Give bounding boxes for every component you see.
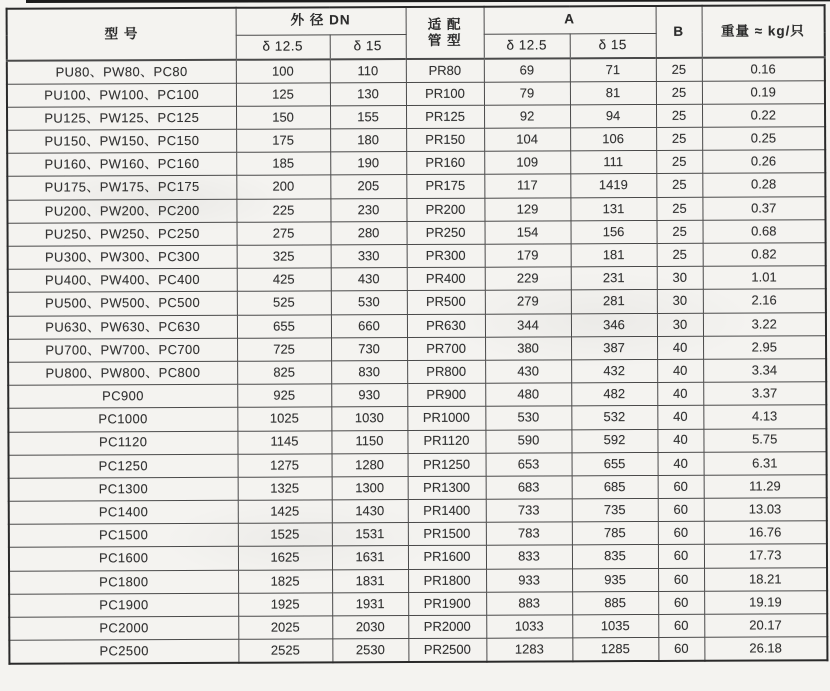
- cell-weight: 0.16: [702, 57, 825, 81]
- cell-dn_delta15: 205: [330, 175, 406, 199]
- cell-a_delta15: 1035: [572, 614, 658, 638]
- cell-a_delta125: 92: [484, 105, 570, 129]
- cell-model: PC2500: [9, 639, 238, 663]
- cell-a_delta125: 279: [485, 290, 571, 314]
- cell-pipe_type: PR1250: [408, 453, 486, 477]
- cell-a_delta125: 129: [484, 197, 570, 221]
- cell-a_delta15: 482: [571, 383, 657, 407]
- cell-b: 25: [656, 81, 702, 104]
- cell-b: 25: [657, 220, 703, 243]
- cell-dn_delta125: 150: [236, 106, 330, 130]
- cell-dn_delta15: 660: [331, 314, 407, 338]
- cell-pipe_type: PR1120: [407, 430, 485, 454]
- cell-dn_delta125: 525: [237, 291, 331, 315]
- cell-model: PC2000: [9, 616, 238, 640]
- cell-a_delta125: 154: [485, 221, 571, 245]
- cell-a_delta125: 653: [486, 453, 572, 477]
- cell-weight: 2.16: [703, 289, 826, 313]
- cell-dn_delta125: 175: [236, 129, 330, 153]
- cell-weight: 11.29: [704, 475, 827, 499]
- cell-b: 40: [657, 406, 703, 429]
- cell-model: PU150、PW150、PC150: [7, 129, 236, 153]
- cell-b: 60: [658, 637, 704, 660]
- cell-pipe_type: PR100: [406, 82, 484, 106]
- cell-a_delta125: 179: [485, 244, 571, 268]
- cell-b: 60: [658, 568, 704, 591]
- cell-a_delta15: 181: [571, 243, 657, 267]
- cell-a_delta15: 94: [570, 104, 656, 128]
- cell-a_delta125: 683: [486, 476, 572, 500]
- cell-a_delta15: 592: [571, 429, 657, 453]
- cell-dn_delta15: 1430: [332, 500, 408, 524]
- cell-dn_delta125: 225: [236, 199, 330, 223]
- cell-dn_delta125: 1325: [238, 477, 332, 501]
- cell-a_delta125: 79: [484, 82, 570, 106]
- cell-model: PC1800: [9, 570, 238, 594]
- cell-a_delta125: 530: [485, 406, 571, 430]
- cell-model: PU700、PW700、PC700: [8, 338, 237, 362]
- cell-model: PC1120: [8, 431, 237, 455]
- cell-dn_delta15: 1030: [331, 407, 407, 431]
- cell-model: PU175、PW175、PC175: [7, 176, 236, 200]
- cell-dn_delta15: 1531: [332, 523, 408, 547]
- cell-a_delta15: 71: [570, 58, 656, 82]
- cell-a_delta15: 346: [571, 313, 657, 337]
- cell-a_delta15: 111: [570, 151, 656, 175]
- cell-b: 40: [657, 336, 703, 359]
- cell-model: PU400、PW400、PC400: [8, 268, 237, 292]
- cell-pipe_type: PR200: [406, 198, 484, 222]
- cell-dn_delta125: 725: [237, 338, 331, 362]
- cell-b: 30: [657, 266, 703, 289]
- spec-table: [6, 4, 829, 664]
- cell-a_delta125: 104: [484, 128, 570, 152]
- header-pipe-type: [406, 7, 484, 59]
- table-row: [9, 637, 827, 664]
- cell-weight: 16.76: [704, 521, 827, 545]
- cell-b: 30: [657, 313, 703, 336]
- cell-b: 40: [658, 452, 704, 475]
- cell-dn_delta125: 1525: [238, 523, 332, 547]
- cell-dn_delta15: 1631: [332, 546, 408, 570]
- table-header: [7, 5, 825, 61]
- cell-a_delta125: 109: [484, 151, 570, 175]
- cell-dn_delta125: 1275: [238, 454, 332, 478]
- cell-model: PC1400: [9, 500, 238, 524]
- header-model: 型 号: [7, 8, 236, 61]
- cell-pipe_type: PR300: [407, 244, 485, 268]
- cell-b: 30: [657, 290, 703, 313]
- spec-table-container: [6, 4, 829, 664]
- cell-dn_delta15: 155: [330, 105, 406, 129]
- cell-weight: 0.68: [703, 220, 826, 244]
- cell-model: PU800、PW800、PC800: [8, 361, 237, 385]
- cell-a_delta15: 81: [570, 81, 656, 105]
- cell-b: 25: [656, 104, 702, 127]
- cell-dn_delta125: 925: [237, 384, 331, 408]
- cell-model: PU80、PW80、PC80: [7, 60, 236, 84]
- cell-b: 60: [658, 591, 704, 614]
- cell-dn_delta15: 1280: [332, 453, 408, 477]
- header-dn-delta-15: δ 15: [330, 34, 406, 59]
- cell-weight: 20.17: [704, 614, 827, 638]
- cell-model: PU250、PW250、PC250: [8, 222, 237, 246]
- cell-weight: 0.19: [702, 80, 825, 104]
- cell-pipe_type: PR1000: [407, 407, 485, 431]
- cell-weight: 0.82: [703, 243, 826, 267]
- cell-dn_delta15: 180: [330, 129, 406, 153]
- cell-dn_delta15: 280: [331, 221, 407, 245]
- scan-top-edge-artifact: [26, 0, 830, 3]
- cell-dn_delta15: 1831: [332, 569, 408, 593]
- cell-b: 60: [658, 545, 704, 568]
- cell-dn_delta125: 825: [237, 361, 331, 385]
- cell-weight: 26.18: [704, 637, 827, 661]
- header-pipe-type-line1: 适 配: [427, 16, 462, 32]
- cell-weight: 2.95: [703, 335, 826, 359]
- cell-model: PC900: [8, 384, 237, 408]
- cell-pipe_type: PR500: [407, 291, 485, 315]
- cell-model: PU160、PW160、PC160: [7, 153, 236, 177]
- cell-a_delta125: 883: [486, 592, 572, 616]
- cell-pipe_type: PR700: [407, 337, 485, 361]
- cell-b: 25: [657, 243, 703, 266]
- cell-a_delta125: 380: [485, 337, 571, 361]
- cell-pipe_type: PR175: [406, 175, 484, 199]
- cell-a_delta15: 885: [572, 591, 658, 615]
- cell-dn_delta125: 1825: [238, 569, 332, 593]
- header-weight: 重量 ≈ kg/只: [702, 5, 825, 58]
- header-pipe-type-line2: 管 型: [427, 32, 462, 48]
- cell-b: 25: [656, 197, 702, 220]
- cell-model: PU100、PW100、PC100: [7, 83, 236, 107]
- cell-dn_delta125: 1145: [237, 430, 331, 454]
- cell-a_delta125: 733: [486, 499, 572, 523]
- cell-dn_delta15: 130: [330, 82, 406, 106]
- cell-pipe_type: PR400: [407, 267, 485, 291]
- table-body: [7, 57, 828, 663]
- cell-a_delta15: 685: [572, 475, 658, 499]
- cell-dn_delta125: 275: [237, 222, 331, 246]
- cell-b: 60: [658, 522, 704, 545]
- header-dn-delta-12-5: δ 12.5: [236, 34, 330, 59]
- cell-a_delta125: 783: [486, 522, 572, 546]
- cell-dn_delta125: 425: [237, 268, 331, 292]
- cell-dn_delta125: 100: [236, 59, 330, 83]
- cell-dn_delta125: 200: [236, 175, 330, 199]
- cell-a_delta15: 835: [572, 545, 658, 569]
- cell-pipe_type: PR1800: [408, 569, 486, 593]
- cell-dn_delta15: 2030: [332, 616, 408, 640]
- cell-a_delta15: 532: [571, 406, 657, 430]
- cell-a_delta15: 156: [571, 220, 657, 244]
- cell-weight: 0.22: [702, 104, 825, 128]
- cell-a_delta15: 655: [572, 452, 658, 476]
- cell-a_delta125: 480: [485, 383, 571, 407]
- cell-pipe_type: PR150: [406, 128, 484, 152]
- cell-dn_delta125: 125: [236, 83, 330, 107]
- cell-dn_delta125: 655: [237, 314, 331, 338]
- cell-weight: 1.01: [703, 266, 826, 290]
- cell-dn_delta15: 190: [330, 152, 406, 176]
- cell-pipe_type: PR630: [407, 314, 485, 338]
- cell-pipe_type: PR800: [407, 360, 485, 384]
- cell-a_delta15: 281: [571, 290, 657, 314]
- cell-weight: 5.75: [703, 428, 826, 452]
- cell-dn_delta125: 1425: [238, 500, 332, 524]
- cell-b: 25: [656, 151, 702, 174]
- cell-dn_delta15: 730: [331, 337, 407, 361]
- cell-b: 40: [657, 359, 703, 382]
- cell-b: 40: [657, 382, 703, 405]
- header-a-delta-15: δ 15: [570, 33, 656, 58]
- cell-model: PC1300: [9, 477, 238, 501]
- cell-weight: 3.22: [703, 312, 826, 336]
- cell-a_delta15: 935: [572, 568, 658, 592]
- cell-model: PU125、PW125、PC125: [7, 106, 236, 130]
- cell-a_delta15: 1419: [570, 174, 656, 198]
- cell-dn_delta15: 330: [331, 245, 407, 269]
- cell-weight: 6.31: [704, 451, 827, 475]
- cell-a_delta15: 387: [571, 336, 657, 360]
- cell-model: PC1250: [9, 454, 238, 478]
- cell-dn_delta15: 430: [331, 268, 407, 292]
- cell-b: 25: [656, 58, 702, 81]
- header-a-delta-12-5: δ 12.5: [484, 33, 570, 58]
- cell-dn_delta125: 1625: [238, 546, 332, 570]
- cell-dn_delta15: 830: [331, 360, 407, 384]
- cell-pipe_type: PR1300: [408, 476, 486, 500]
- cell-pipe_type: PR80: [406, 59, 484, 83]
- cell-dn_delta15: 2530: [332, 639, 408, 663]
- cell-dn_delta15: 230: [330, 198, 406, 222]
- cell-pipe_type: PR125: [406, 105, 484, 129]
- cell-a_delta125: 430: [485, 360, 571, 384]
- cell-weight: 17.73: [704, 544, 827, 568]
- cell-pipe_type: PR900: [407, 383, 485, 407]
- cell-dn_delta15: 1150: [331, 430, 407, 454]
- cell-a_delta125: 933: [486, 568, 572, 592]
- header-a: A: [484, 6, 656, 34]
- cell-dn_delta15: 530: [331, 291, 407, 315]
- cell-weight: 13.03: [704, 498, 827, 522]
- cell-model: PU630、PW630、PC630: [8, 315, 237, 339]
- cell-dn_delta15: 1931: [332, 592, 408, 616]
- cell-a_delta125: 117: [484, 174, 570, 198]
- header-b: B: [656, 6, 702, 58]
- cell-dn_delta125: 1925: [238, 593, 332, 617]
- cell-pipe_type: PR1400: [408, 499, 486, 523]
- header-outer-diameter-dn: 外 径 DN: [236, 7, 406, 35]
- cell-weight: 3.34: [703, 359, 826, 383]
- cell-b: 60: [658, 498, 704, 521]
- cell-weight: 3.37: [703, 382, 826, 406]
- cell-pipe_type: PR2000: [408, 615, 486, 639]
- cell-model: PU200、PW200、PC200: [7, 199, 236, 223]
- cell-a_delta15: 735: [572, 499, 658, 523]
- cell-a_delta125: 229: [485, 267, 571, 291]
- cell-pipe_type: PR1600: [408, 546, 486, 570]
- cell-weight: 0.28: [702, 173, 825, 197]
- cell-b: 60: [658, 475, 704, 498]
- cell-a_delta125: 1033: [486, 615, 572, 639]
- cell-weight: 4.13: [703, 405, 826, 429]
- cell-a_delta15: 231: [571, 267, 657, 291]
- cell-weight: 0.25: [702, 127, 825, 151]
- cell-b: 60: [658, 614, 704, 637]
- cell-a_delta15: 432: [571, 359, 657, 383]
- cell-a_delta125: 833: [486, 545, 572, 569]
- cell-a_delta15: 1285: [572, 638, 658, 662]
- cell-pipe_type: PR1500: [408, 522, 486, 546]
- cell-model: PU500、PW500、PC500: [8, 292, 237, 316]
- cell-dn_delta15: 930: [331, 384, 407, 408]
- cell-b: 25: [656, 174, 702, 197]
- cell-b: 25: [656, 127, 702, 150]
- cell-weight: 0.37: [702, 196, 825, 220]
- cell-dn_delta125: 2525: [238, 639, 332, 663]
- cell-a_delta125: 344: [485, 313, 571, 337]
- cell-a_delta125: 1283: [486, 638, 572, 662]
- cell-dn_delta125: 2025: [238, 616, 332, 640]
- cell-weight: 0.26: [702, 150, 825, 174]
- cell-model: PC1900: [9, 593, 238, 617]
- cell-dn_delta125: 185: [236, 152, 330, 176]
- cell-a_delta15: 785: [572, 522, 658, 546]
- cell-pipe_type: PR2500: [408, 638, 486, 662]
- cell-model: PC1000: [8, 408, 237, 432]
- cell-dn_delta15: 110: [330, 59, 406, 83]
- cell-model: PC1600: [9, 547, 238, 571]
- cell-weight: 19.19: [704, 591, 827, 615]
- cell-a_delta125: 69: [484, 58, 570, 82]
- cell-a_delta125: 590: [485, 429, 571, 453]
- cell-dn_delta125: 325: [237, 245, 331, 269]
- cell-dn_delta125: 1025: [237, 407, 331, 431]
- cell-a_delta15: 131: [570, 197, 656, 221]
- cell-pipe_type: PR1900: [408, 592, 486, 616]
- cell-a_delta15: 106: [570, 128, 656, 152]
- cell-pipe_type: PR160: [406, 151, 484, 175]
- cell-b: 40: [657, 429, 703, 452]
- cell-pipe_type: PR250: [407, 221, 485, 245]
- cell-model: PC1500: [9, 524, 238, 548]
- cell-weight: 18.21: [704, 567, 827, 591]
- cell-dn_delta15: 1300: [332, 476, 408, 500]
- cell-model: PU300、PW300、PC300: [8, 245, 237, 269]
